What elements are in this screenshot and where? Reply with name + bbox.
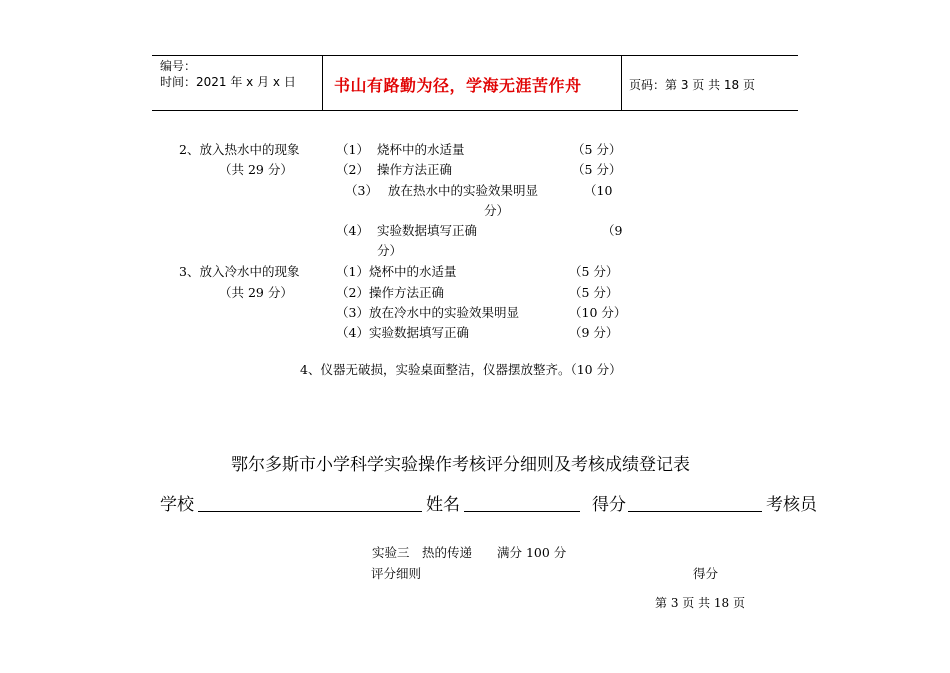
- header-divider-left: [322, 55, 323, 111]
- section3-item1-score: （5 分）: [569, 264, 619, 279]
- section3-item4-text: （4）实验数据填写正确: [336, 325, 469, 340]
- examiner-label: 考核员: [766, 495, 817, 515]
- header-number-label: 编号：: [160, 59, 197, 73]
- section2-item3-score: （10: [584, 183, 613, 198]
- section3-item3-score: （10 分）: [569, 305, 627, 320]
- section3-title: 3、放入冷水中的现象: [179, 264, 300, 279]
- section2-item1-num: （1）: [336, 142, 369, 157]
- header-top-rule: [152, 55, 798, 56]
- section3-item3-text: （3）放在冷水中的实验效果明显: [336, 305, 519, 320]
- section2-title: 2、放入热水中的现象: [179, 142, 300, 157]
- section2-item3-cont: 分）: [484, 203, 510, 218]
- header-page-info: 页码：第 3 页 共 18 页: [629, 78, 755, 92]
- section2-total: （共 29 分）: [219, 162, 293, 177]
- header-bottom-rule: [152, 110, 798, 111]
- rules-label: 评分细则: [371, 566, 422, 581]
- school-underline: [198, 511, 422, 512]
- section2-item4-score: （9: [602, 223, 623, 238]
- name-label: 姓名: [426, 495, 460, 515]
- section3-item1-text: （1）烧杯中的水适量: [336, 264, 457, 279]
- name-underline: [464, 511, 580, 512]
- section3-item2-text: （2）操作方法正确: [336, 285, 444, 300]
- section2-item4-num: （4）: [336, 223, 369, 238]
- school-label: 学校: [160, 495, 194, 515]
- form-title: 鄂尔多斯市小学科学实验操作考核评分细则及考核成绩登记表: [231, 455, 690, 475]
- section2-item1-text: 烧杯中的水适量: [377, 142, 465, 157]
- header-time-label: 时间：2021 年 x 月 x 日: [160, 75, 296, 89]
- section2-item1-score: （5 分）: [572, 142, 622, 157]
- page-footer: 第 3 页 共 18 页: [655, 596, 745, 610]
- experiment-title: 实验三 热的传递 满分 100 分: [372, 545, 567, 560]
- score-label: 得分: [592, 495, 626, 515]
- section3-item4-score: （9 分）: [569, 325, 619, 340]
- header-divider-right: [621, 55, 622, 111]
- section4-text: 4、仪器无破损，实验桌面整洁，仪器摆放整齐。（10 分）: [300, 362, 622, 377]
- section2-item4-cont: 分）: [377, 243, 403, 258]
- experiment-score-label: 得分: [693, 566, 719, 581]
- section2-item3-num: （3）: [345, 183, 378, 198]
- section2-item3-text: 放在热水中的实验效果明显: [388, 183, 539, 198]
- header-motto: 书山有路勤为径，学海无涯苦作舟: [334, 76, 582, 95]
- section2-item2-text: 操作方法正确: [377, 162, 453, 177]
- section2-item2-score: （5 分）: [572, 162, 622, 177]
- section2-item2-num: （2）: [336, 162, 369, 177]
- section2-item4-text: 实验数据填写正确: [377, 223, 478, 238]
- section3-item2-score: （5 分）: [569, 285, 619, 300]
- score-underline: [628, 511, 762, 512]
- section3-total: （共 29 分）: [219, 285, 293, 300]
